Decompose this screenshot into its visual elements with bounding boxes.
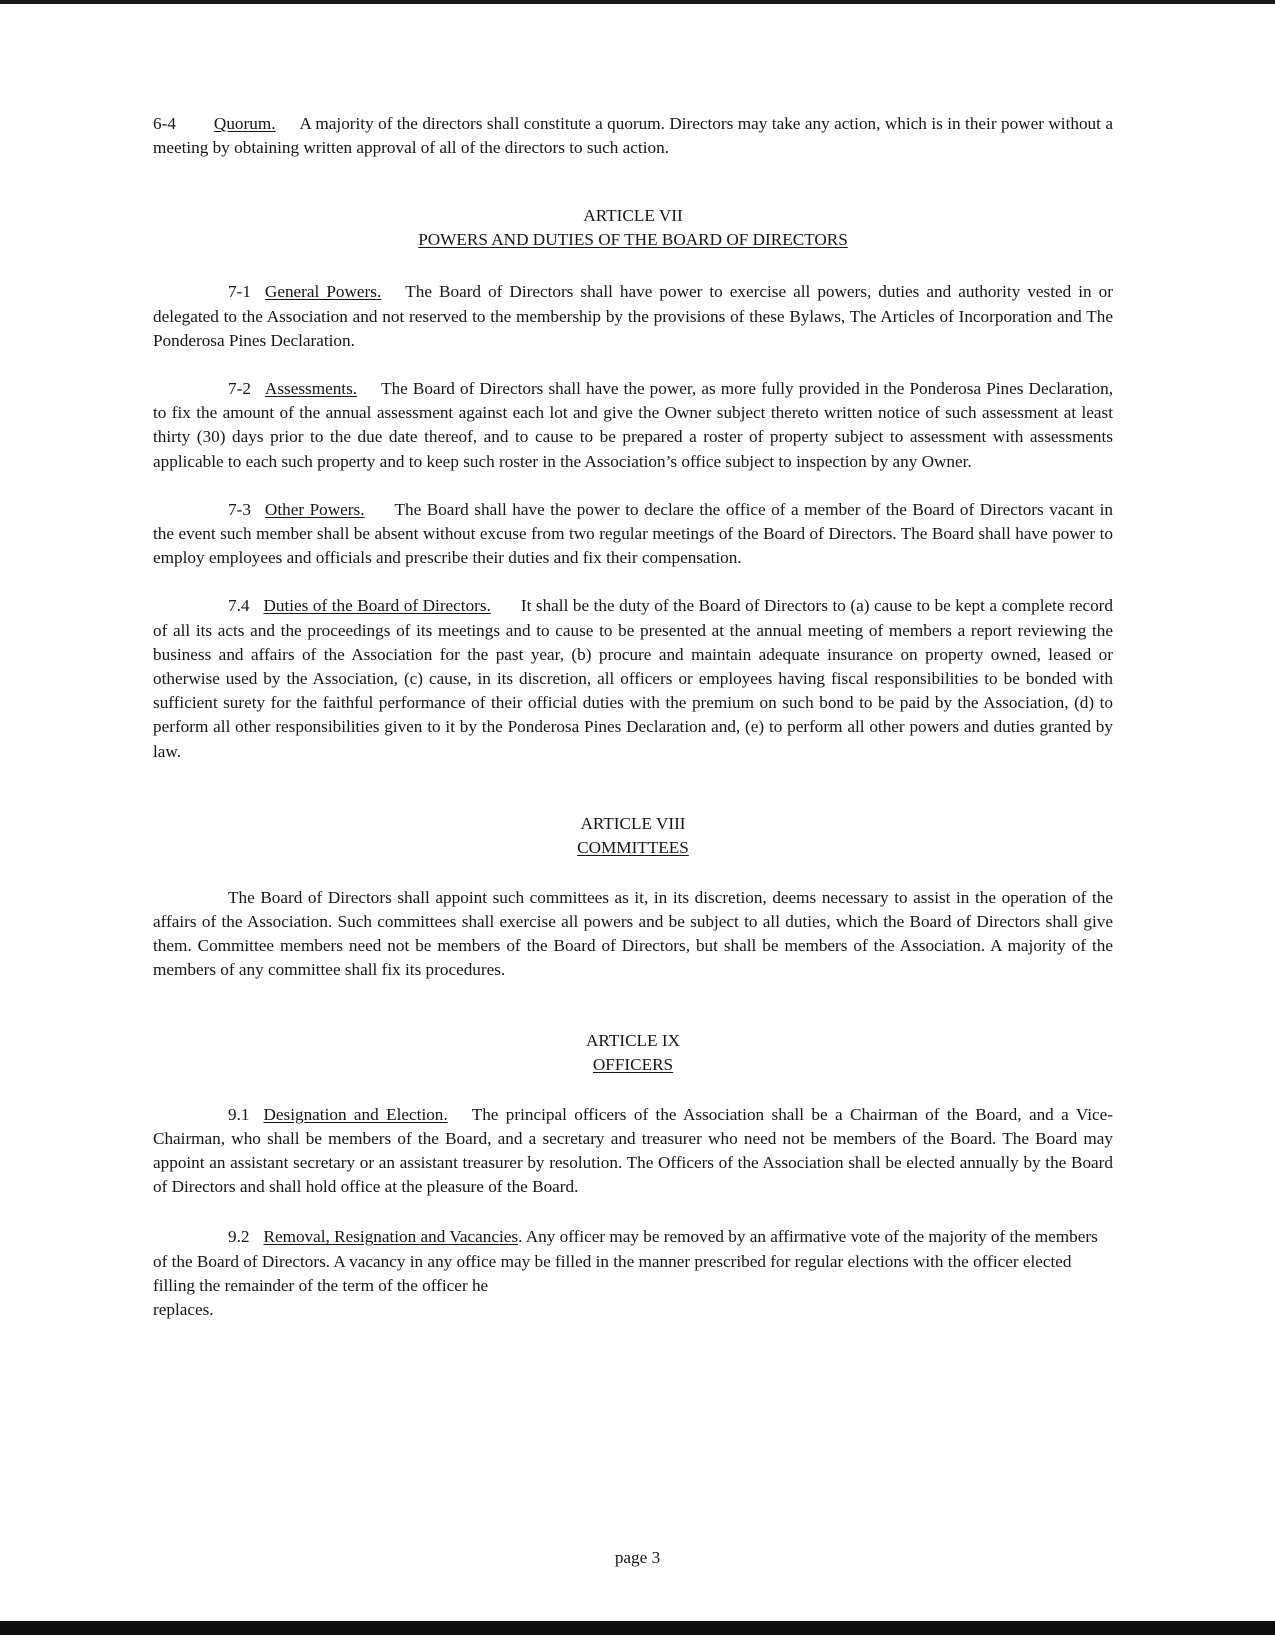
- article-9-subheading: [153, 1053, 1113, 1077]
- section-6-4-quorum: [153, 112, 1113, 160]
- scan-border-top: [0, 0, 1275, 4]
- section-7-1-general-powers: [153, 280, 1113, 353]
- article-7-heading: ARTICLE VII: [583, 206, 683, 226]
- section-title: Designation and Election.: [263, 1104, 448, 1124]
- section-9-1-designation: [153, 1103, 1113, 1200]
- section-text: A majority of the directors shall constitute a quorum. Directors may take any action, which is in their power without a meeting by obtaining written approval of all of the directors to such action.: [153, 114, 1113, 158]
- section-text-last: replaces.: [153, 1300, 214, 1320]
- section-number: 9.1: [228, 1104, 250, 1124]
- scan-border-bottom: [0, 1621, 1275, 1635]
- article-8-subheading: [153, 836, 1113, 860]
- section-title: Duties of the Board of Directors.: [263, 596, 491, 616]
- section-number: 7-2: [228, 379, 251, 399]
- document-body: [153, 112, 1113, 1322]
- section-number: 6-4: [153, 114, 176, 133]
- section-text: The principal officers of the Association shall be a Chairman of the Board, and a Vice-Chairman, who shall be members of the Board, and a secretary and treasurer who need not be members of the Board. The Board may appoint an assistant secretary or an assistant treasurer by resolution. The Officers of the Association shall be elected annually by the Board of Directors and shall hold office at the pleasure of the Board.: [153, 1104, 1113, 1197]
- section-title: General Powers.: [264, 282, 382, 302]
- section-title: Other Powers.: [264, 499, 365, 519]
- section-7-3-other-powers: [153, 498, 1113, 571]
- section-text: The Board shall have the power to declare the office of a member of the Board of Directors vacant in the event such member shall be absent without excuse from two regular meetings of the Board of Directors. The Board shall have power to employ employees and officials and prescribe their duties and fix their compensation.: [153, 499, 1113, 568]
- section-7-4-duties: [153, 594, 1113, 763]
- section-title: Quorum.: [213, 114, 276, 133]
- section-text: It shall be the duty of the Board of Directors to (a) cause to be kept a complete record of all its acts and the proceedings of its meetings and to cause to be presented at the annual meeting of members a report reviewing the business and affairs of the Association for the past year, (b) procure and maintain adequate insurance on property owned, leased or otherwise used by the Association, (c) cause, in its discretion, all officers or employees having fiscal responsibilities to be bonded with sufficient surety for the faithful performance of their official duties with the premium on such bond to be paid by the Association, (d) to perform all other responsibilities given to it by the Ponderosa Pines Declaration and, (e) to perform all other powers and duties granted by law.: [153, 596, 1113, 761]
- section-number: 7-3: [228, 499, 251, 519]
- section-text: The Board of Directors shall have power to exercise all powers, duties and authority vested in or delegated to the Association and not reserved to the membership by the provisions of these Bylaws, The Articles of Incorporation and The Ponderosa Pines Declaration.: [153, 282, 1114, 350]
- article-8-subheading-text: COMMITTEES: [577, 837, 689, 857]
- section-number: 7.4: [228, 596, 250, 616]
- section-number: 9.2: [228, 1227, 250, 1247]
- section-7-2-assessments: [153, 377, 1113, 474]
- section-title: Assessments.: [264, 379, 358, 399]
- article-7-subheading-text: POWERS AND DUTIES OF THE BOARD OF DIRECTORS: [418, 230, 848, 250]
- section-9-2-removal: [153, 1225, 1113, 1322]
- article-8-heading: ARTICLE VIII: [580, 813, 686, 833]
- section-text: The Board of Directors shall have the power, as more fully provided in the Ponderosa Pines Declaration, to fix the amount of the annual assessment against each lot and give the Owner subject thereto written notice of such assessment at least thirty (30) days prior to the due date thereof, and to cause to be prepared a roster of property subject to assessment with assessments applicable to each such property and to keep such roster in the Association’s office subject to inspection by any Owner.: [153, 379, 1113, 471]
- article-8-committees-text: The Board of Directors shall appoint such committees as it, in its discretion, deems necessary to assist in the operation of the affairs of the Association. Such committees shall exercise all powers and be subject to all duties, which the Board of Directors shall give them. Committee members need not be members of the Board of Directors, but shall be members of the Association. A majority of the members of any committee shall fix its procedures.: [153, 887, 1113, 980]
- section-text: Any officer may be removed by an affirmative vote of the majority of the members of the Board of Directors. A vacancy in any office may be filled in the manner prescribed for regular elections with the officer elected filling the remainder of the term of the officer he: [153, 1227, 1098, 1295]
- page-number: page 3: [614, 1548, 661, 1567]
- section-title: Removal, Resignation and Vacancies: [263, 1227, 519, 1247]
- section-title-suffix: .: [518, 1227, 523, 1247]
- section-number: 7-1: [228, 282, 251, 302]
- article-9-subheading-text: OFFICERS: [592, 1054, 674, 1074]
- article-9-heading: ARTICLE IX: [586, 1030, 680, 1050]
- article-7-subheading: [153, 228, 1113, 252]
